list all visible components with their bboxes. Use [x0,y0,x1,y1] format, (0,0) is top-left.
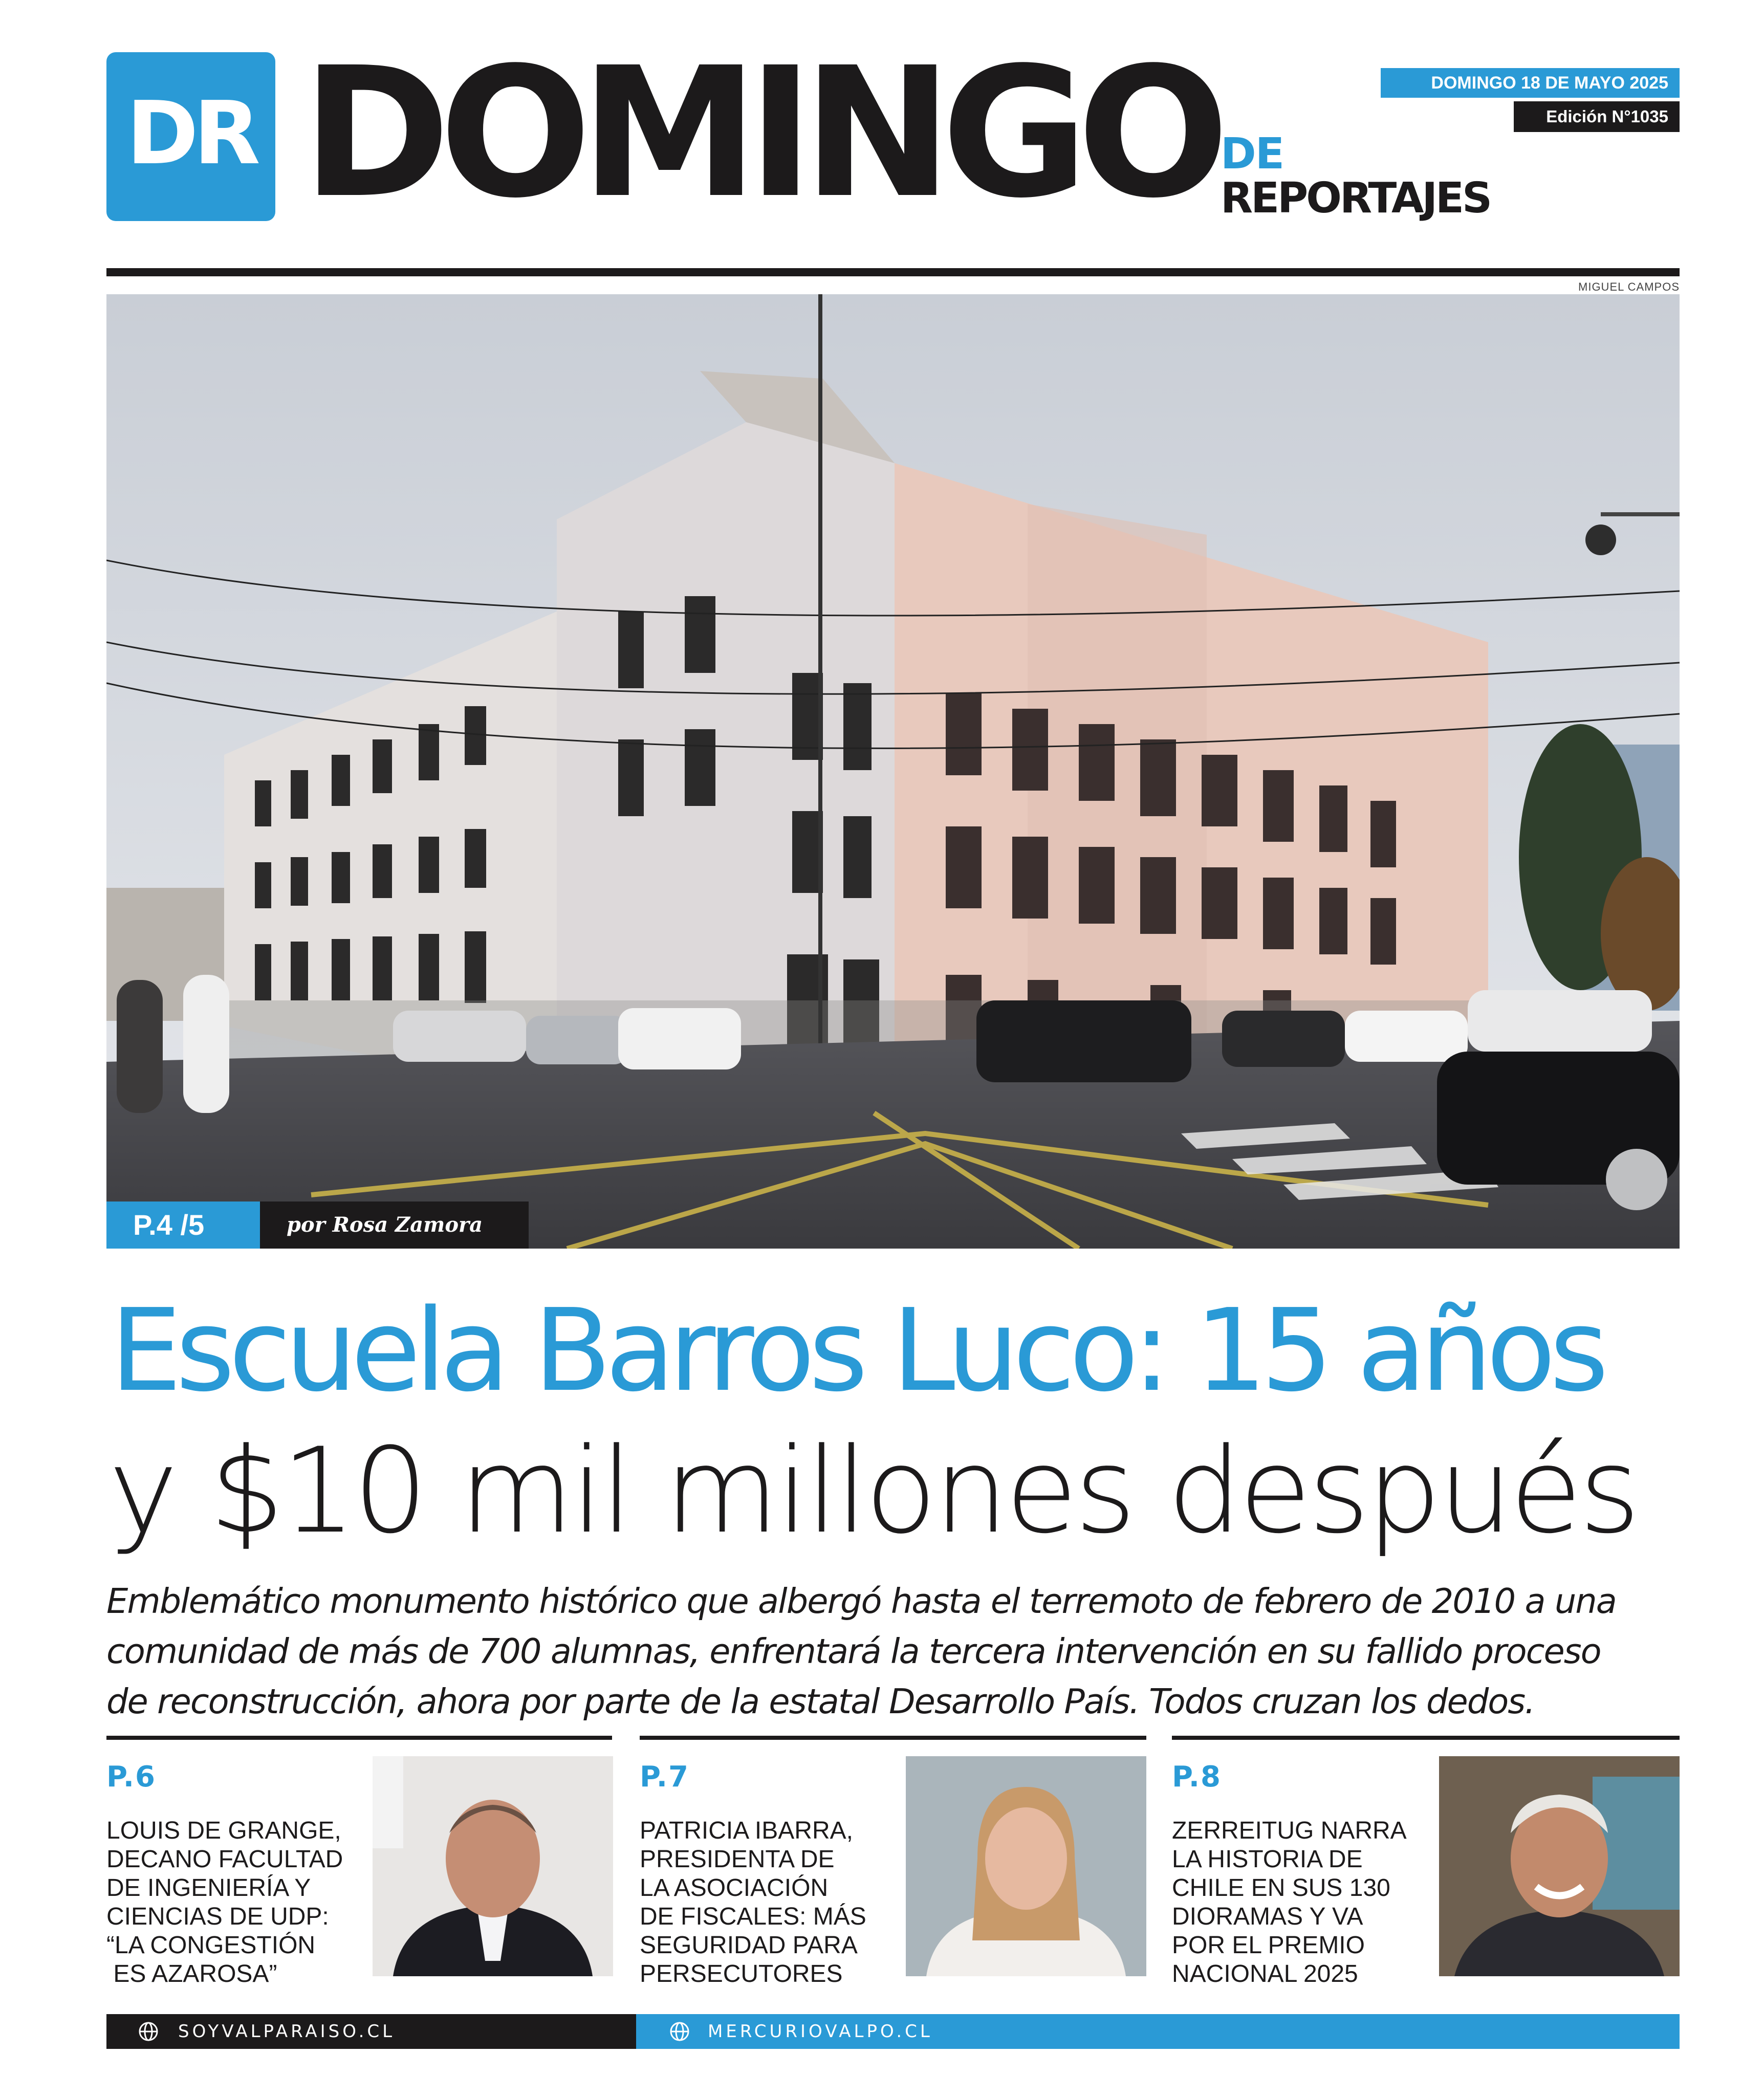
footer-link-soyvalparaiso[interactable]: SOYVALPARAISO.CL [178,2021,396,2042]
teaser-title-line: CIENCIAS DE UDP: [106,1903,329,1930]
headline-line-1: Escuela Barros Luco: 15 años [110,1285,1603,1417]
photo-page-reference: P.4 /5 [106,1202,260,1249]
teaser-title-line: PRESIDENTA DE [640,1846,835,1873]
dr-logo [106,52,275,221]
teaser-page-ref[interactable]: P.8 [1172,1760,1222,1794]
teaser-photo-elderly-man-portrait [1439,1756,1680,1976]
teaser-title-line: DE FISCALES: MÁS [640,1903,866,1930]
teaser-page-ref[interactable]: P.6 [106,1760,156,1794]
teaser-photo-woman-portrait [906,1756,1146,1976]
teaser-divider [1172,1736,1680,1740]
teaser-title[interactable] [106,1817,347,1989]
teaser-title-line: DIORAMAS Y VA [1172,1903,1363,1930]
publication-subtitle [1221,128,1517,223]
subtitle-de: DE [1221,128,1284,179]
teaser-title-line: PATRICIA IBARRA, [640,1817,853,1844]
photo-credit: MIGUEL CAMPOS [1578,280,1680,293]
teaser-title[interactable] [1172,1817,1412,1989]
headline-deck [106,1576,1703,1727]
teaser-title-line: POR EL PREMIO [1172,1932,1365,1959]
issue-date: DOMINGO 18 DE MAYO 2025 [1381,68,1680,98]
footer-link-mercuriovalpo[interactable]: MERCURIOVALPO.CL [708,2021,933,2042]
teaser-title-line: LOUIS DE GRANGE, [106,1817,341,1844]
headline-line-2: y $10 mil millones después [108,1423,1638,1560]
school-building-illustration [106,294,1680,1249]
teaser-title-line: DE INGENIERÍA Y [106,1874,311,1902]
teaser-title-line: “LA CONGESTIÓN [106,1932,316,1959]
teaser-title-line: DECANO FACULTAD [106,1846,343,1873]
teaser-page-ref[interactable]: P.7 [640,1760,689,1794]
teaser-divider [640,1736,1146,1740]
teaser-title-line: ES AZAROSA” [106,1960,277,1987]
globe-icon [669,2021,690,2042]
teaser-title-line: SEGURIDAD PARA [640,1932,858,1959]
teaser-title-line: CHILE EN SUS 130 [1172,1874,1390,1902]
publication-title: DOMINGO [302,29,1218,237]
edition-number: Edición N°1035 [1514,101,1680,132]
teaser-divider [106,1736,612,1740]
teaser-photo-man-portrait [373,1756,613,1976]
teaser-title[interactable] [640,1817,880,1989]
teaser-title-line: ZERREITUG NARRA [1172,1817,1407,1844]
teaser-title-line: NACIONAL 2025 [1172,1960,1358,1987]
footer-left-bar [106,2014,636,2049]
deck-line: de reconstrucción, ahora por parte de la estatal Desarrollo País. Todos cruzan los dedos. [106,1681,1535,1721]
footer-right-bar [636,2014,1680,2049]
header-divider [106,268,1680,276]
main-photo [106,294,1680,1249]
teaser-title-line: LA HISTORIA DE [1172,1846,1363,1873]
deck-line: comunidad de más de 700 alumnas, enfrentará la tercera intervención en su fallido proceso [106,1631,1601,1671]
globe-icon [138,2021,159,2042]
subtitle-reportajes: REPORTAJES [1221,174,1491,223]
logo-text: DR [126,83,256,184]
photo-author: por Rosa Zamora [260,1202,529,1249]
teaser-title-line: LA ASOCIACIÓN [640,1874,829,1902]
deck-line: Emblemático monumento histórico que albergó hasta el terremoto de febrero de 2010 a una [106,1581,1616,1621]
teaser-title-line: PERSECUTORES [640,1960,843,1987]
